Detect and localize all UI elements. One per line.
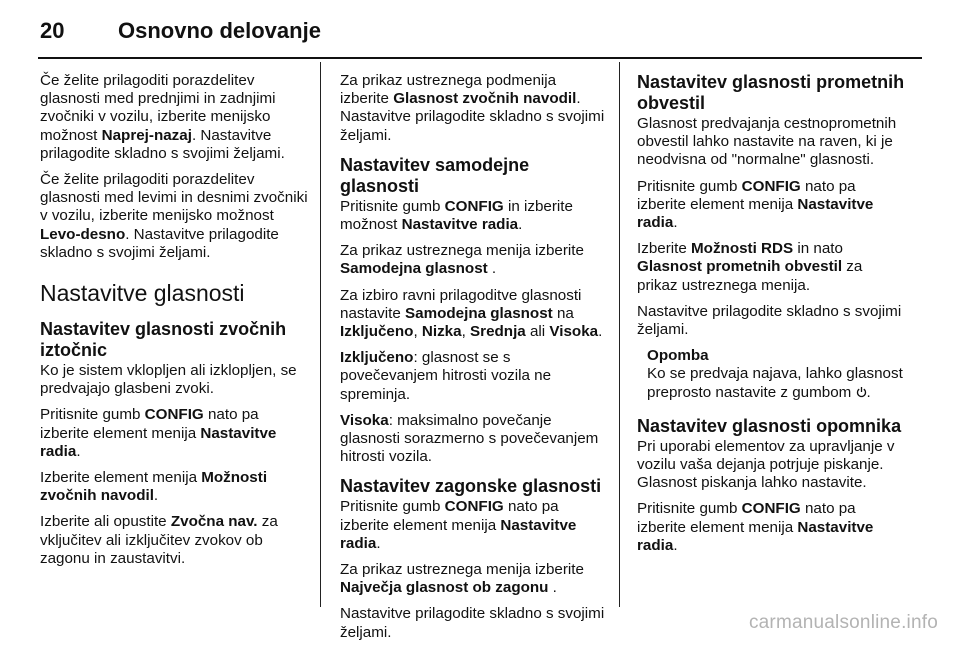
paragraph: Za prikaz ustreznega podmenija izberite Glasnost zvočnih navodil. Nastavitve prilagodite skladno s svojimi željami. (340, 72, 605, 144)
subsection-heading: Nastavitev samodejne glasnosti (340, 154, 530, 196)
paragraph: Pritisnite gumb CONFIG nato pa izberite element menija Nastavitve radia. (637, 177, 874, 232)
paragraph: Če želite prilagoditi porazdelitev glasnosti med levimi in desnimi zvočniki v vozilu, izberite menijsko možnost Levo-desno. Nastavitve prilagodite skladno s svojimi željami. (40, 171, 308, 261)
subsection-heading: Nastavitev glasnosti opomnika (637, 415, 902, 436)
paragraph: Izberite ali opustite Zvočna nav. za vključitev ali izključitev zvokov ob zagonu in zaustavitvi. (40, 513, 278, 567)
note-box: Opomba Ko se predvaja najava, lahko glasnost preprosto nastavite z gumbom . (647, 347, 907, 402)
column-divider (320, 62, 321, 607)
paragraph: Če želite prilagoditi porazdelitev glasnosti med prednjimi in zadnjimi zvočniki v vozilu, izberite menijsko možnost Naprej-nazaj. Nastavitve prilagodite skladno s svojimi željami. (40, 72, 285, 162)
power-knob-icon (856, 386, 867, 398)
subsection-heading: Nastavitev glasnosti zvočnih iztočnic (40, 319, 287, 361)
paragraph: Izberite Možnosti RDS in nato Glasnost prometnih obvestil za prikaz ustreznega menija. (637, 240, 863, 294)
page-number: 20 (40, 18, 65, 43)
paragraph: Pri uporabi elementov za upravljanje v vozilu vaša dejanja potrjuje piskanje. Glasnost piskanja lahko nastavite. (637, 437, 895, 492)
section-heading: Nastavitve glasnosti (40, 280, 245, 307)
paragraph: Izberite element menija Možnosti zvočnih navodil. (40, 469, 268, 505)
column-3 (637, 72, 907, 563)
subsection-heading: Nastavitev glasnosti prometnih obvestil (637, 72, 905, 113)
paragraph: Pritisnite gumb CONFIG nato pa izberite element menija Nastavitve radia. (340, 498, 577, 552)
header-rule (38, 57, 922, 59)
paragraph: Pritisnite gumb CONFIG in izberite možnost Nastavitve radia. (340, 197, 573, 234)
subsection-heading: Nastavitev zagonske glasnosti (340, 476, 602, 497)
paragraph: Nastavitve prilagodite skladno s svojimi željami. (340, 605, 605, 641)
column-divider (619, 62, 620, 607)
paragraph: Izključeno: glasnost se s povečevanjem hitrosti vozila ne spreminja. (340, 349, 552, 403)
note-text: Ko se predvaja najava, lahko glasnost preprosto nastavite z gumbom (647, 365, 903, 401)
watermark: carmanualsonline.info (748, 612, 938, 633)
column-1 (40, 72, 308, 576)
paragraph: Nastavitve prilagodite skladno s svojimi željami. (637, 302, 902, 339)
paragraph: Pritisnite gumb CONFIG nato pa izberite element menija Nastavitve radia. (637, 500, 874, 554)
paragraph: Za prikaz ustreznega menija izberite Samodejna glasnost . (340, 242, 584, 278)
paragraph: Glasnost predvajanja cestnoprometnih obvestil lahko nastavite na raven, ki je neodvisna od "normalne" glasnosti. (637, 115, 897, 169)
note-title: Opomba (647, 347, 709, 365)
page-title: Osnovno delovanje (118, 18, 321, 43)
page-header (40, 18, 321, 48)
column-2 (340, 72, 608, 650)
paragraph: Ko je sistem vklopljen ali izklopljen, se predvajajo glasbeni zvoki. (40, 362, 297, 398)
paragraph: Za izbiro ravni prilagoditve glasnosti nastavite Samodejna glasnost na Izključeno, Nizka, Srednja ali Visoka. (340, 286, 603, 341)
paragraph: Pritisnite gumb CONFIG nato pa izberite element menija Nastavitve radia. (40, 406, 277, 460)
paragraph: Za prikaz ustreznega menija izberite Največja glasnost ob zagonu . (340, 561, 584, 597)
paragraph: Visoka: maksimalno povečanje glasnosti sorazmerno s povečevanjem hitrosti vozila. (340, 411, 599, 466)
